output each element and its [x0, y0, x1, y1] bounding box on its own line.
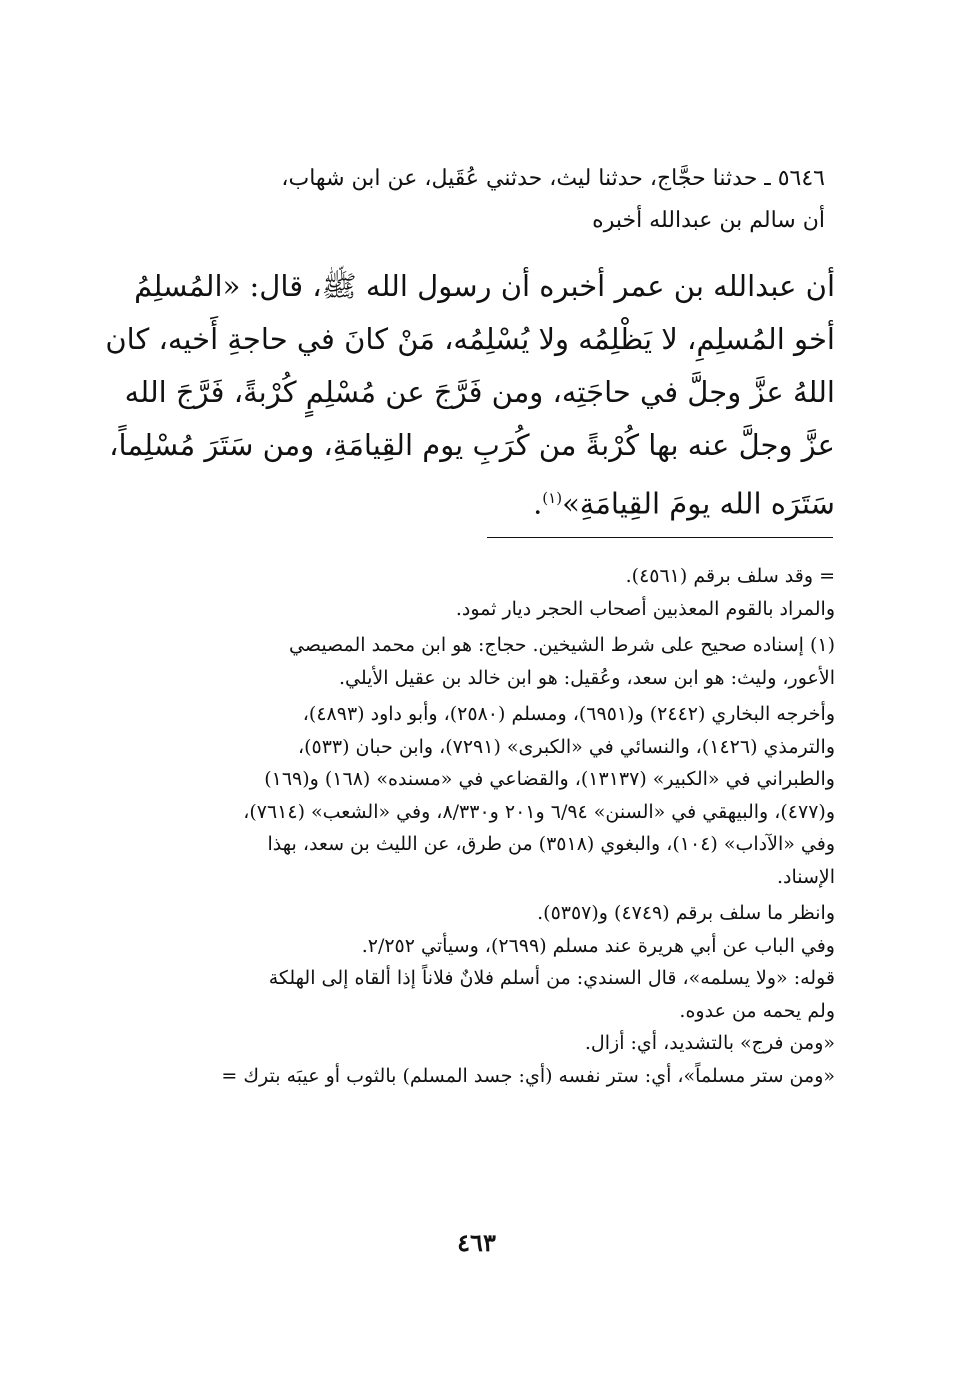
footnote-line: وفي «الآداب» (١٠٤)، والبغوي (٣٥١٨) من طرق، عن الليث بن سعد، بهذا: [267, 833, 835, 855]
matn-line: سَتَرَه الله يومَ القِيامَةِ»: [562, 486, 835, 521]
matn-line: اللهُ عزَّ وجلَّ في حاجَتِه، ومن فَرَّجَ عن مُسْلِمٍ كُرْبةً، فَرَّجَ الله: [124, 375, 835, 409]
footnote-line: والترمذي (١٤٢٦)، والنسائي في «الكبرى» (٧٢٩١)، وابن حبان (٥٣٣)،: [297, 735, 835, 758]
hadith-matn: [105, 260, 835, 531]
footnote-line: (١) إسناده صحيح على شرط الشيخين. حجاج: هو ابن محمد المصيصي: [289, 634, 835, 656]
footnote-line: و(٤٧٧)، والبيهقي في «السنن» ٦/٩٤ و٢٠١ و٨/٣٣٠، وفي «الشعب» (٧٦١٤)،: [243, 800, 835, 823]
footnotes: [135, 560, 835, 1092]
footnote-line: قوله: «ولا يسلمه»، قال السندي: من أسلم فلانٌ فلاناً إذا ألقاه إلى الهلكة: [268, 967, 835, 989]
matn-line-last: [135, 472, 835, 531]
footnote-line: وانظر ما سلف برقم (٤٧٤٩) و(٥٣٥٧).: [537, 902, 835, 924]
footnote-line: ولم يحمه من عدوه.: [679, 999, 835, 1022]
footnote-line: الأعور، وليث: هو ابن سعد، وعُقيل: هو ابن خالد بن عقيل الأيلي.: [338, 666, 835, 689]
hadith-isnad: [135, 158, 825, 242]
footnote-ref[interactable]: (١): [542, 489, 563, 507]
matn-end-punct: .: [533, 486, 543, 521]
matn-line: عزَّ وجلَّ عنه بها كُرْبةً من كُرَبِ يوم القِيامَةِ، ومن سَتَرَ مُسْلِماً،: [109, 428, 835, 462]
footnote-divider: [487, 537, 833, 538]
page-number: ٤٦٣: [457, 1228, 496, 1257]
footnote-line: «ومن ستر مسلماً»، أي: ستر نفسه (أي: جسد المسلم) بالثوب أو عيبَه بترك =: [221, 1064, 835, 1087]
matn-line: أن عبدالله بن عمر أخبره أن رسول الله ﷺ، قال: «المُسلِمُ: [134, 269, 835, 303]
isnad-line: أن سالم بن عبدالله أخبره: [592, 208, 825, 233]
footnote-line: وأخرجه البخاري (٢٤٤٢) و(٦٩٥١)، ومسلم (٢٥٨٠)، وأبو داود (٤٨٩٣)،: [302, 703, 835, 725]
isnad-line: ٥٦٤٦ ـ حدثنا حجَّاج، حدثنا ليث، حدثني عُقَيل، عن ابن شهاب،: [281, 166, 825, 191]
footnote-line: «ومن فرج» بالتشديد، أي: أزال.: [584, 1032, 835, 1054]
footnote-line: وفي الباب عن أبي هريرة عند مسلم (٢٦٩٩)، وسيأتي ٢/٢٥٢.: [361, 934, 835, 957]
footnote-line: والمراد بالقوم المعذبين أصحاب الحجر ديار ثمود.: [455, 597, 835, 620]
footnote-line: = وقد سلف برقم (٤٥٦١).: [625, 565, 835, 587]
footnote-line: والطبراني في «الكبير» (١٣١٣٧)، والقضاعي في «مسنده» (١٦٨) و(١٦٩): [264, 768, 835, 790]
footnote-line: الإسناد.: [776, 865, 835, 888]
matn-line: أخو المُسلِمِ، لا يَظْلِمُه ولا يُسْلِمُه، مَنْ كانَ في حاجةِ أَخيه، كان: [105, 322, 835, 356]
